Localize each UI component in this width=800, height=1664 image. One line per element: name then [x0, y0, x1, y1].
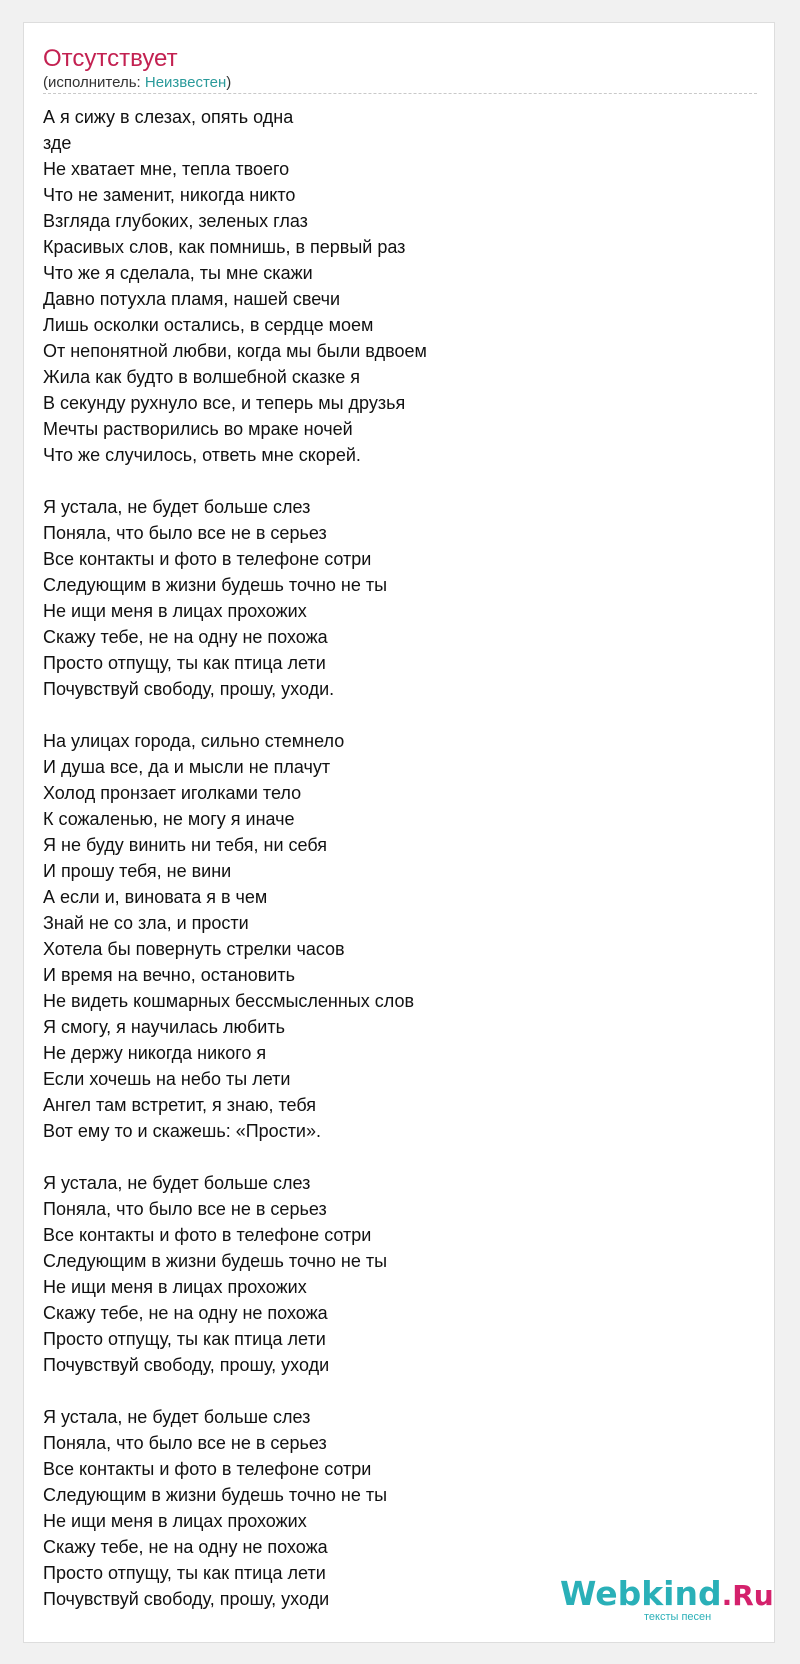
webkind-tagline: тексты песен — [644, 1611, 712, 1623]
lyrics-line: Скажу тебе, не на одну не похожа — [43, 627, 328, 647]
lyrics-line: Что не заменит, никогда никто — [43, 185, 296, 205]
lyrics-line: Почувствуй свободу, прошу, уходи. — [43, 679, 335, 699]
lyrics-line: Просто отпущу, ты как птица лети — [43, 1329, 326, 1349]
lyrics-line: Не видеть кошмарных бессмысленных слов — [43, 991, 415, 1011]
lyrics-line: Все контакты и фото в телефоне сотри — [43, 549, 372, 569]
lyrics-verse — [43, 494, 743, 702]
lyrics-line: Я устала, не будет больше слез — [43, 497, 311, 517]
lyrics-line: Если хочешь на небо ты лети — [43, 1069, 291, 1089]
lyrics-text — [43, 104, 743, 1638]
artist-line — [43, 73, 231, 93]
lyrics-line: Красивых слов, как помнишь, в первый раз — [43, 237, 406, 257]
lyrics-line: Не ищи меня в лицах прохожих — [43, 1277, 307, 1297]
lyrics-line: Просто отпущу, ты как птица лети — [43, 1563, 326, 1583]
lyrics-line: Поняла, что было все не в серьез — [43, 1433, 327, 1453]
lyrics-line: Все контакты и фото в телефоне сотри — [43, 1225, 372, 1245]
header-divider — [43, 93, 757, 94]
lyrics-line: Лишь осколки остались, в сердце моем — [43, 315, 374, 335]
lyrics-line: Хотела бы повернуть стрелки часов — [43, 939, 345, 959]
lyrics-line: Скажу тебе, не на одну не похожа — [43, 1303, 328, 1323]
lyrics-line: Что же я сделала, ты мне скажи — [43, 263, 313, 283]
lyrics-page — [23, 22, 775, 1643]
lyrics-line: Жила как будто в волшебной сказке я — [43, 367, 360, 387]
webkind-watermark — [560, 1575, 780, 1625]
lyrics-line: Мечты растворились во мраке ночей — [43, 419, 353, 439]
artist-link[interactable]: Неизвестен — [144, 74, 227, 91]
lyrics-line: Ангел там встретит, я знаю, тебя — [43, 1095, 317, 1115]
webkind-logo-main: Webkind — [560, 1574, 722, 1613]
lyrics-line: Поняла, что было все не в серьез — [43, 523, 327, 543]
lyrics-line: Что же случилось, ответь мне скорей. — [43, 445, 361, 465]
lyrics-verse — [43, 104, 743, 468]
lyrics-line: Я смогу, я научилась любить — [43, 1017, 285, 1037]
lyrics-line: Я не буду винить ни тебя, ни себя — [43, 835, 327, 855]
lyrics-line: От непонятной любви, когда мы были вдвоем — [43, 341, 427, 361]
lyrics-line: Просто отпущу, ты как птица лети — [43, 653, 326, 673]
lyrics-line: Все контакты и фото в телефоне сотри — [43, 1459, 372, 1479]
lyrics-line: Следующим в жизни будешь точно не ты — [43, 575, 388, 595]
lyrics-line: Скажу тебе, не на одну не похожа — [43, 1537, 328, 1557]
lyrics-line: Не ищи меня в лицах прохожих — [43, 1511, 307, 1531]
lyrics-line: Не ищи меня в лицах прохожих — [43, 601, 307, 621]
lyrics-verse — [43, 728, 743, 1144]
lyrics-line: И время на вечно, остановить — [43, 965, 295, 985]
lyrics-line: Не хватает мне, тепла твоего — [43, 159, 290, 179]
lyrics-line: А если и, виновата я в чем — [43, 887, 268, 907]
webkind-logo — [560, 1575, 774, 1615]
lyrics-line: Поняла, что было все не в серьез — [43, 1199, 327, 1219]
lyrics-line: Я устала, не будет больше слез — [43, 1407, 311, 1427]
artist-suffix: ) — [226, 74, 232, 91]
lyrics-line: К сожаленью, не могу я иначе — [43, 809, 295, 829]
lyrics-line: Почувствуй свободу, прошу, уходи — [43, 1589, 330, 1609]
song-title: Отсутствует — [43, 45, 178, 72]
lyrics-line: Почувствуй свободу, прошу, уходи — [43, 1355, 330, 1375]
lyrics-line: Знай не со зла, и прости — [43, 913, 249, 933]
lyrics-line: И душа все, да и мысли не плачут — [43, 757, 331, 777]
artist-prefix: (исполнитель: — [43, 74, 145, 91]
lyrics-line: Следующим в жизни будешь точно не ты — [43, 1485, 388, 1505]
lyrics-line: В секунду рухнуло все, и теперь мы друзья — [43, 393, 406, 413]
lyrics-line: На улицах города, сильно стемнело — [43, 731, 345, 751]
lyrics-line: Давно потухла пламя, нашей свечи — [43, 289, 341, 309]
lyrics-line: Вот ему то и скажешь: «Прости». — [43, 1121, 321, 1141]
lyrics-line: Взгляда глубоких, зеленых глаз — [43, 211, 308, 231]
lyrics-line: зде — [43, 133, 72, 153]
lyrics-verse — [43, 1170, 743, 1378]
lyrics-line: Не держу никогда никого я — [43, 1043, 267, 1063]
lyrics-line: Я устала, не будет больше слез — [43, 1173, 311, 1193]
lyrics-line: Холод пронзает иголками тело — [43, 783, 302, 803]
lyrics-line: Следующим в жизни будешь точно не ты — [43, 1251, 388, 1271]
lyrics-line: А я сижу в слезах, опять одна — [43, 107, 294, 127]
webkind-logo-suffix: .Ru — [721, 1579, 774, 1612]
lyrics-line: И прошу тебя, не вини — [43, 861, 232, 881]
